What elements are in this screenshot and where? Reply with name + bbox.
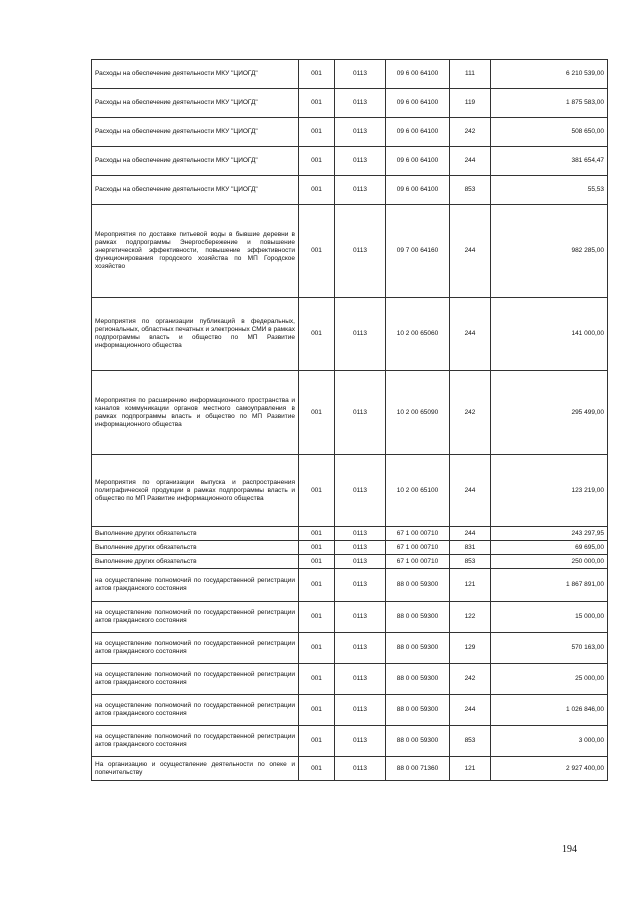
row-target-code: 10 2 00 65090 (386, 371, 450, 455)
row-name: Выполнение других обязательств (92, 527, 299, 541)
budget-table (91, 59, 608, 781)
row-name: на осуществление полномочий по государственной регистрации актов гражданского состояния (92, 633, 299, 664)
row-amount: 243 297,95 (491, 527, 608, 541)
row-section-code: 0113 (335, 633, 386, 664)
row-expense-type: 122 (450, 602, 491, 633)
row-section-code: 0113 (335, 541, 386, 555)
row-expense-type: 244 (450, 205, 491, 298)
row-target-code: 09 6 00 64100 (386, 89, 450, 118)
row-expense-type: 242 (450, 371, 491, 455)
row-name: Расходы на обеспечение деятельности МКУ "ЦИОГД" (92, 147, 299, 176)
row-amount: 3 000,00 (491, 726, 608, 757)
row-name: Мероприятия по доставке питьевой воды в бывшие деревни в рамках подпрограммы Энергосбережение и повышение энергетической эффективности, повышение эффективности функционирования городского хозяйства по МП Городское хозяйство (92, 205, 299, 298)
row-name: Мероприятия по организации выпуска и распространения полиграфической продукции в рамках подпрограммы власть и общество по МП Развитие информационного общества (92, 455, 299, 527)
row-expense-type: 129 (450, 633, 491, 664)
table-row (92, 569, 608, 602)
row-target-code: 88 0 00 59300 (386, 602, 450, 633)
row-gov-code: 001 (299, 664, 335, 695)
row-amount: 1 867 891,00 (491, 569, 608, 602)
row-gov-code: 001 (299, 602, 335, 633)
row-section-code: 0113 (335, 176, 386, 205)
table-row (92, 633, 608, 664)
row-gov-code: 001 (299, 527, 335, 541)
row-target-code: 67 1 00 00710 (386, 555, 450, 569)
row-expense-type: 121 (450, 569, 491, 602)
row-expense-type: 244 (450, 455, 491, 527)
table-row (92, 205, 608, 298)
row-section-code: 0113 (335, 147, 386, 176)
row-amount: 25 000,00 (491, 664, 608, 695)
row-amount: 250 000,00 (491, 555, 608, 569)
table-row (92, 298, 608, 371)
table-row (92, 555, 608, 569)
row-expense-type: 242 (450, 118, 491, 147)
row-target-code: 88 0 00 59300 (386, 664, 450, 695)
table-row (92, 371, 608, 455)
row-target-code: 88 0 00 71360 (386, 757, 450, 781)
table-row (92, 695, 608, 726)
row-name: Выполнение других обязательств (92, 541, 299, 555)
row-section-code: 0113 (335, 60, 386, 89)
budget-table-body (92, 60, 608, 781)
row-expense-type: 244 (450, 527, 491, 541)
row-target-code: 09 6 00 64100 (386, 176, 450, 205)
table-row (92, 455, 608, 527)
row-gov-code: 001 (299, 633, 335, 664)
row-name: Выполнение других обязательств (92, 555, 299, 569)
row-gov-code: 001 (299, 757, 335, 781)
row-amount: 6 210 539,00 (491, 60, 608, 89)
row-section-code: 0113 (335, 298, 386, 371)
row-amount: 1 875 583,00 (491, 89, 608, 118)
row-expense-type: 853 (450, 555, 491, 569)
row-section-code: 0113 (335, 89, 386, 118)
row-target-code: 88 0 00 59300 (386, 726, 450, 757)
row-target-code: 09 6 00 64100 (386, 147, 450, 176)
row-section-code: 0113 (335, 371, 386, 455)
row-name: Расходы на обеспечение деятельности МКУ "ЦИОГД" (92, 89, 299, 118)
table-row (92, 664, 608, 695)
row-gov-code: 001 (299, 695, 335, 726)
row-section-code: 0113 (335, 664, 386, 695)
row-amount: 2 927 400,00 (491, 757, 608, 781)
row-section-code: 0113 (335, 455, 386, 527)
table-row (92, 60, 608, 89)
row-section-code: 0113 (335, 527, 386, 541)
row-gov-code: 001 (299, 60, 335, 89)
row-expense-type: 111 (450, 60, 491, 89)
table-row (92, 147, 608, 176)
row-expense-type: 242 (450, 664, 491, 695)
row-section-code: 0113 (335, 555, 386, 569)
row-name: на осуществление полномочий по государственной регистрации актов гражданского состояния (92, 569, 299, 602)
page-number: 194 (562, 844, 577, 855)
row-gov-code: 001 (299, 569, 335, 602)
row-section-code: 0113 (335, 569, 386, 602)
row-name: на осуществление полномочий по государственной регистрации актов гражданского состояния (92, 726, 299, 757)
row-amount: 508 650,00 (491, 118, 608, 147)
row-amount: 1 026 846,00 (491, 695, 608, 726)
table-row (92, 757, 608, 781)
table-row (92, 89, 608, 118)
row-amount: 295 499,00 (491, 371, 608, 455)
row-gov-code: 001 (299, 147, 335, 176)
row-gov-code: 001 (299, 118, 335, 147)
row-expense-type: 853 (450, 726, 491, 757)
table-row (92, 541, 608, 555)
table-row (92, 118, 608, 147)
row-expense-type: 119 (450, 89, 491, 118)
row-gov-code: 001 (299, 371, 335, 455)
row-expense-type: 831 (450, 541, 491, 555)
table-row (92, 527, 608, 541)
row-expense-type: 244 (450, 695, 491, 726)
row-section-code: 0113 (335, 118, 386, 147)
row-name: Мероприятия по организации публикаций в федеральных, региональных, областных печатных и электронных СМИ в рамках подпрограммы власть и общество по МП Развитие информационного общества (92, 298, 299, 371)
row-gov-code: 001 (299, 726, 335, 757)
row-gov-code: 001 (299, 176, 335, 205)
row-target-code: 09 6 00 64100 (386, 60, 450, 89)
row-section-code: 0113 (335, 726, 386, 757)
row-target-code: 09 7 00 64160 (386, 205, 450, 298)
row-name: Расходы на обеспечение деятельности МКУ "ЦИОГД" (92, 118, 299, 147)
row-target-code: 88 0 00 59300 (386, 569, 450, 602)
row-gov-code: 001 (299, 555, 335, 569)
row-expense-type: 853 (450, 176, 491, 205)
row-section-code: 0113 (335, 695, 386, 726)
row-name: на осуществление полномочий по государственной регистрации актов гражданского состояния (92, 695, 299, 726)
row-expense-type: 121 (450, 757, 491, 781)
row-amount: 15 000,00 (491, 602, 608, 633)
row-name: На организацию и осуществление деятельности по опеке и попечительству (92, 757, 299, 781)
row-target-code: 67 1 00 00710 (386, 527, 450, 541)
row-name: Расходы на обеспечение деятельности МКУ "ЦИОГД" (92, 176, 299, 205)
row-amount: 141 000,00 (491, 298, 608, 371)
row-amount: 55,53 (491, 176, 608, 205)
row-target-code: 88 0 00 59300 (386, 633, 450, 664)
row-gov-code: 001 (299, 541, 335, 555)
row-target-code: 88 0 00 59300 (386, 695, 450, 726)
row-target-code: 09 6 00 64100 (386, 118, 450, 147)
row-name: на осуществление полномочий по государственной регистрации актов гражданского состояния (92, 664, 299, 695)
row-expense-type: 244 (450, 147, 491, 176)
table-row (92, 602, 608, 633)
row-amount: 69 695,00 (491, 541, 608, 555)
row-section-code: 0113 (335, 757, 386, 781)
row-gov-code: 001 (299, 89, 335, 118)
row-name: на осуществление полномочий по государственной регистрации актов гражданского состояния (92, 602, 299, 633)
row-gov-code: 001 (299, 205, 335, 298)
row-name: Расходы на обеспечение деятельности МКУ "ЦИОГД" (92, 60, 299, 89)
table-row (92, 176, 608, 205)
row-amount: 123 219,00 (491, 455, 608, 527)
row-name: Мероприятия по расширению информационного пространства и каналов коммуникации органов местного самоуправления в рамках подпрограммы власть и общество по МП Развитие информационного общества (92, 371, 299, 455)
row-section-code: 0113 (335, 602, 386, 633)
table-row (92, 726, 608, 757)
row-target-code: 10 2 00 65060 (386, 298, 450, 371)
row-section-code: 0113 (335, 205, 386, 298)
row-expense-type: 244 (450, 298, 491, 371)
row-target-code: 67 1 00 00710 (386, 541, 450, 555)
row-amount: 570 163,00 (491, 633, 608, 664)
row-amount: 381 654,47 (491, 147, 608, 176)
row-gov-code: 001 (299, 455, 335, 527)
row-amount: 982 285,00 (491, 205, 608, 298)
row-gov-code: 001 (299, 298, 335, 371)
row-target-code: 10 2 00 65100 (386, 455, 450, 527)
